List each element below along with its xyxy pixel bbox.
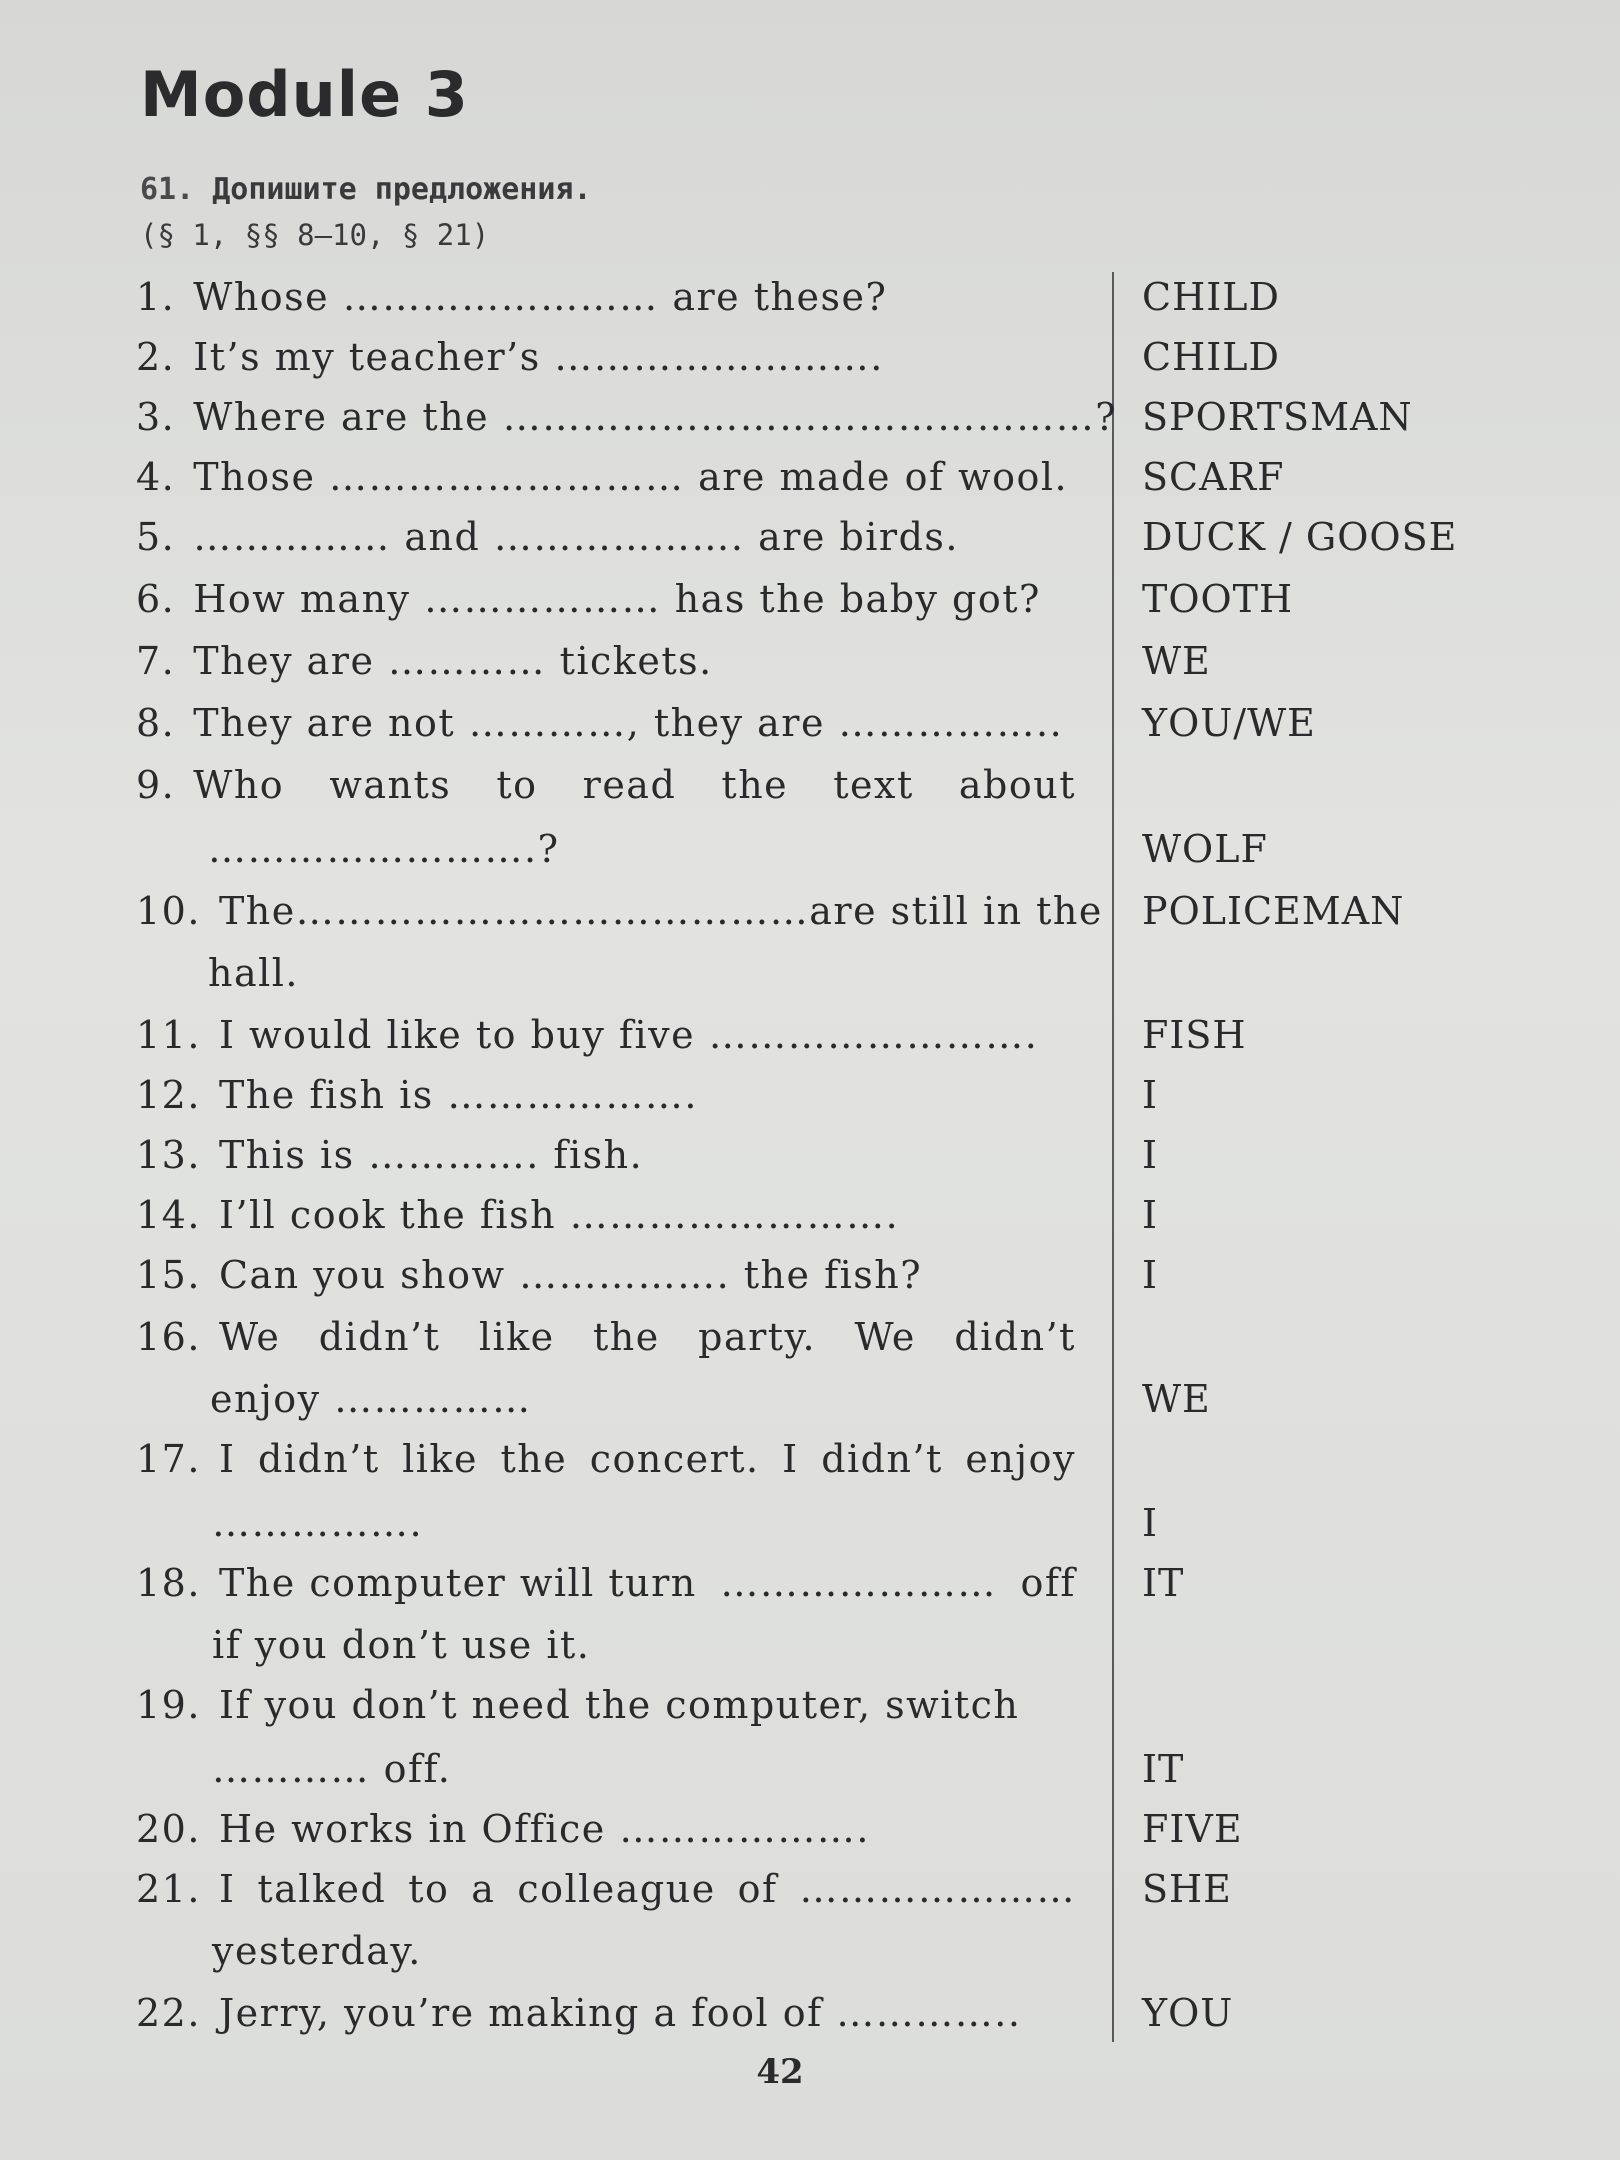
item-number: 3. (136, 395, 176, 439)
sentence-word: talked (257, 1867, 387, 1911)
sentence-text: are birds. (744, 515, 959, 559)
base-word: I (1142, 1501, 1159, 1545)
base-word: YOU (1142, 1991, 1234, 2035)
exercise-item (136, 888, 1103, 934)
exercise-item (136, 334, 1076, 380)
sentence-word: to (408, 1867, 450, 1911)
module-title: Module 3 (140, 58, 469, 131)
sentence-word: wants (329, 763, 452, 807)
exercise-item (136, 394, 1118, 440)
sentence-text: I would like to buy five (218, 1013, 709, 1057)
item-number: 17. (136, 1437, 201, 1481)
base-word: I (1142, 1193, 1159, 1237)
sentence-word: the (721, 763, 789, 807)
item-number: 14. (136, 1193, 201, 1237)
answer-blank: …………. (368, 1133, 540, 1177)
exercise-item (136, 1682, 1076, 1728)
sentence-word: I (218, 1867, 236, 1911)
item-number: 6. (136, 577, 176, 621)
sentence-text: are these? (658, 275, 888, 319)
item-number: 15. (136, 1253, 201, 1297)
sentence-word: I (782, 1437, 799, 1481)
answer-blank: …………………… (708, 1013, 1025, 1057)
sentence-word: didn’t (257, 1437, 380, 1481)
exercise-item (136, 762, 1076, 808)
sentence-word: like (478, 1315, 555, 1359)
sentence-word: concert. (589, 1437, 760, 1481)
base-word: I (1142, 1253, 1159, 1297)
exercise-item (136, 1012, 1076, 1058)
sentence-text: and (390, 515, 494, 559)
item-continuation: ………… off. (212, 1747, 452, 1791)
item-continuation: …………………….? (208, 827, 560, 871)
sentence-text: . (1007, 1991, 1022, 2035)
item-number: 12. (136, 1073, 201, 1117)
sentence-text: fish. (539, 1133, 644, 1177)
sentence-text: has the baby got? (661, 577, 1041, 621)
exercise-item (136, 1252, 1076, 1298)
sentence-word: like (402, 1437, 478, 1481)
sentence-text: They are (193, 639, 389, 683)
column-divider (1112, 272, 1114, 2042)
base-word: SPORTSMAN (1142, 395, 1413, 439)
sentence-text: Can you show (218, 1253, 520, 1297)
answer-blank: ………………. (619, 1807, 870, 1851)
exercise-item (136, 1072, 1076, 1118)
sentence-word: party. (698, 1315, 817, 1359)
answer-blank: ………… (468, 701, 627, 745)
answer-blank: ……………………… (329, 455, 685, 499)
grammar-references: (§ 1, §§ 8–10, § 21) (140, 218, 490, 252)
item-number: 4. (136, 455, 176, 499)
item-number: 9. (136, 763, 176, 807)
item-number: 20. (136, 1807, 201, 1851)
item-continuation: hall. (208, 951, 300, 995)
answer-blank: ………… (388, 639, 547, 683)
base-word: IT (1142, 1747, 1185, 1791)
answer-blank: ……………………………………… (502, 395, 1096, 439)
exercise-item (136, 638, 1076, 684)
sentence-word: didn’t (954, 1315, 1076, 1359)
item-number: 19. (136, 1683, 201, 1727)
exercise-item (136, 1314, 1076, 1360)
sentence-word: colleague (517, 1867, 716, 1911)
exercise-item (136, 576, 1076, 622)
sentence-text: The fish is (218, 1073, 448, 1117)
exercise-item (136, 1990, 1076, 2036)
exercise-item (136, 1436, 1076, 1482)
sentence-word: of (737, 1867, 778, 1911)
sentence-word: the (500, 1437, 568, 1481)
exercise-item (136, 1806, 1076, 1852)
exercise-instruction: Допишите предложения. (212, 172, 592, 207)
base-word: SHE (1142, 1867, 1232, 1911)
item-continuation: if you don’t use it. (212, 1623, 591, 1667)
answer-blank: ………………… (720, 1561, 997, 1605)
base-word: CHILD (1142, 275, 1280, 319)
page-number: 42 (756, 2052, 804, 2092)
answer-blank: ……………. (519, 1253, 731, 1297)
item-number: 21. (136, 1867, 201, 1911)
answer-blank: ………………………………… (295, 889, 810, 933)
item-number: 7. (136, 639, 176, 683)
answer-blank: ……………… (424, 577, 662, 621)
base-word: WE (1142, 1377, 1211, 1421)
base-word: DUCK / GOOSE (1142, 515, 1458, 559)
answer-blank: ……………………. (569, 1193, 900, 1237)
sentence-text: Those (193, 455, 330, 499)
sentence-text: He works in Office (218, 1807, 620, 1851)
sentence-word: If you don’t need the computer, switch (218, 1683, 1020, 1727)
base-word: I (1142, 1073, 1159, 1117)
base-word: YOU/WE (1142, 701, 1316, 745)
sentence-word: a (471, 1867, 496, 1911)
sentence-text: How many (193, 577, 425, 621)
item-number: 10. (136, 889, 201, 933)
answer-blank: …………. (836, 1991, 1008, 2035)
item-number: 8. (136, 701, 176, 745)
base-word: I (1142, 1133, 1159, 1177)
exercise-heading (140, 172, 592, 207)
item-continuation: ……………. (212, 1501, 424, 1545)
answer-blank: ……………. (838, 701, 1050, 745)
exercise-item (136, 700, 1076, 746)
sentence-word: Who (193, 763, 285, 807)
exercise-item (136, 1192, 1076, 1238)
sentence-text: tickets. (546, 639, 713, 683)
answer-blank: ………………. (493, 515, 745, 559)
sentence-text: Whose (193, 275, 343, 319)
sentence-word: enjoy (965, 1437, 1076, 1481)
item-number: 13. (136, 1133, 201, 1177)
answer-blank: …………………… (342, 275, 659, 319)
sentence-word: I (218, 1437, 236, 1481)
sentence-word: We (854, 1315, 916, 1359)
sentence-text: This is (218, 1133, 369, 1177)
base-word: CHILD (1142, 335, 1280, 379)
sentence-text: They are not (193, 701, 469, 745)
sentence-word: The computer will turn (218, 1561, 697, 1605)
item-continuation: yesterday. (212, 1929, 422, 1973)
sentence-text: . (1049, 701, 1064, 745)
sentence-text: Jerry, you’re making a fool of (218, 1991, 837, 2035)
sentence-text: I’ll cook the fish (218, 1193, 570, 1237)
sentence-word: off (1020, 1561, 1076, 1605)
sentence-text: Where are the (193, 395, 503, 439)
exercise-item (136, 1866, 1076, 1912)
item-number: 11. (136, 1013, 201, 1057)
sentence-text: are made of wool. (684, 455, 1069, 499)
sentence-word: text (833, 763, 914, 807)
base-word: FIVE (1142, 1807, 1243, 1851)
base-word: POLICEMAN (1142, 889, 1405, 933)
sentence-word: are still in the (809, 889, 1103, 933)
answer-blank: …………………… (554, 335, 871, 379)
exercise-item (136, 274, 1076, 320)
sentence-text: the fish? (730, 1253, 923, 1297)
item-number: 2. (136, 335, 176, 379)
exercise-item (136, 514, 1076, 560)
exercise-number: 61. (140, 172, 195, 207)
exercise-item (136, 1560, 1076, 1606)
item-number: 1. (136, 275, 176, 319)
base-word: WE (1142, 639, 1211, 683)
sentence-word: didn’t (318, 1315, 441, 1359)
base-word: TOOTH (1142, 577, 1294, 621)
sentence-text: , they are (626, 701, 839, 745)
item-number: 16. (136, 1315, 201, 1359)
item-number: 5. (136, 515, 176, 559)
sentence-word: We (218, 1315, 281, 1359)
base-word: WOLF (1142, 827, 1268, 871)
answer-blank: ………………… (799, 1867, 1076, 1911)
sentence-word: read (582, 763, 677, 807)
sentence-word: The (218, 889, 296, 933)
sentence-text: . (870, 335, 884, 379)
item-number: 22. (136, 1991, 201, 2035)
exercise-item (136, 1132, 1076, 1178)
sentence-word: to (496, 763, 538, 807)
sentence-text: It’s my teacher’s (193, 335, 555, 379)
base-word: SCARF (1142, 455, 1285, 499)
sentence-text: . (1024, 1013, 1039, 1057)
item-number: 18. (136, 1561, 201, 1605)
sentence-word: didn’t (821, 1437, 943, 1481)
sentence-word: the (593, 1315, 660, 1359)
answer-blank: …………… (193, 515, 391, 559)
answer-blank: ………………. (447, 1073, 698, 1117)
base-word: FISH (1142, 1013, 1247, 1057)
sentence-text: ? (1095, 395, 1118, 439)
sentence-word: about (958, 763, 1076, 807)
base-word: IT (1142, 1561, 1185, 1605)
item-continuation: enjoy …………… (210, 1377, 532, 1421)
exercise-item (136, 454, 1076, 500)
